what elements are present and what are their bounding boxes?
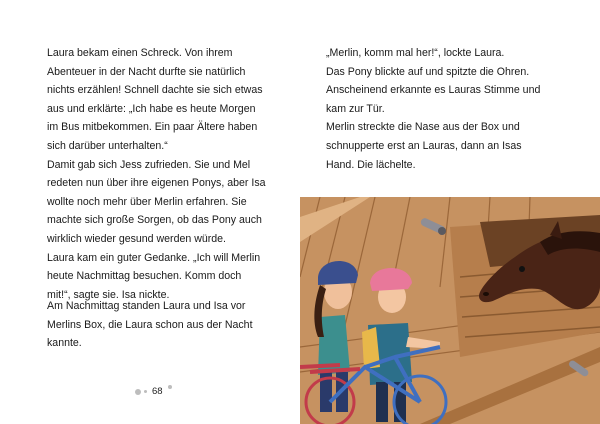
right-page <box>300 0 600 424</box>
stable-illustration <box>300 197 600 424</box>
page-footer <box>135 386 172 397</box>
page-number: 68 <box>152 386 163 397</box>
paragraph: Am Nachmittag standen Laura und Isa vor Merlins Box, die Laura schon aus der Nacht kannte. <box>47 300 253 350</box>
paragraph: Laura bekam einen Schreck. Von ihrem Abenteuer in der Nacht durfte sie natürlich nichts erzählen! Schnell dachte sie sich etwas aus und erklärte: „Ich habe es heute Morgen im Bus mitbekommen. Ein paar Ältere haben sich darüber unterhalten.“ Damit gab sich Jess zufrieden. Sie und Mel redeten nun über ihre eigenen Ponys, aber Isa wollte noch mehr über Merlin erfahren. Sie machte sich große Sorgen, ob das Pony auch wirklich wieder gesund werden würde. Laura kam ein guter Gedanke. „Ich will Merlin heute Nachmittag besuchen. Komm doch mit!“, sagte sie. Isa nickte. <box>47 47 266 301</box>
decorative-dot-icon <box>168 385 172 389</box>
paragraph: „Merlin, komm mal her!“, lockte Laura. Das Pony blickte auf und spitzte die Ohren. Anscheinend erkannte es Lauras Stimme und kam zur Tür. Merlin streckte die Nase aus der Box und schnupperte erst an Lauras, dann an Isas Hand. Die lächelte. <box>326 47 541 171</box>
decorative-dot-icon <box>135 389 141 395</box>
decorative-dot-icon <box>144 390 147 393</box>
